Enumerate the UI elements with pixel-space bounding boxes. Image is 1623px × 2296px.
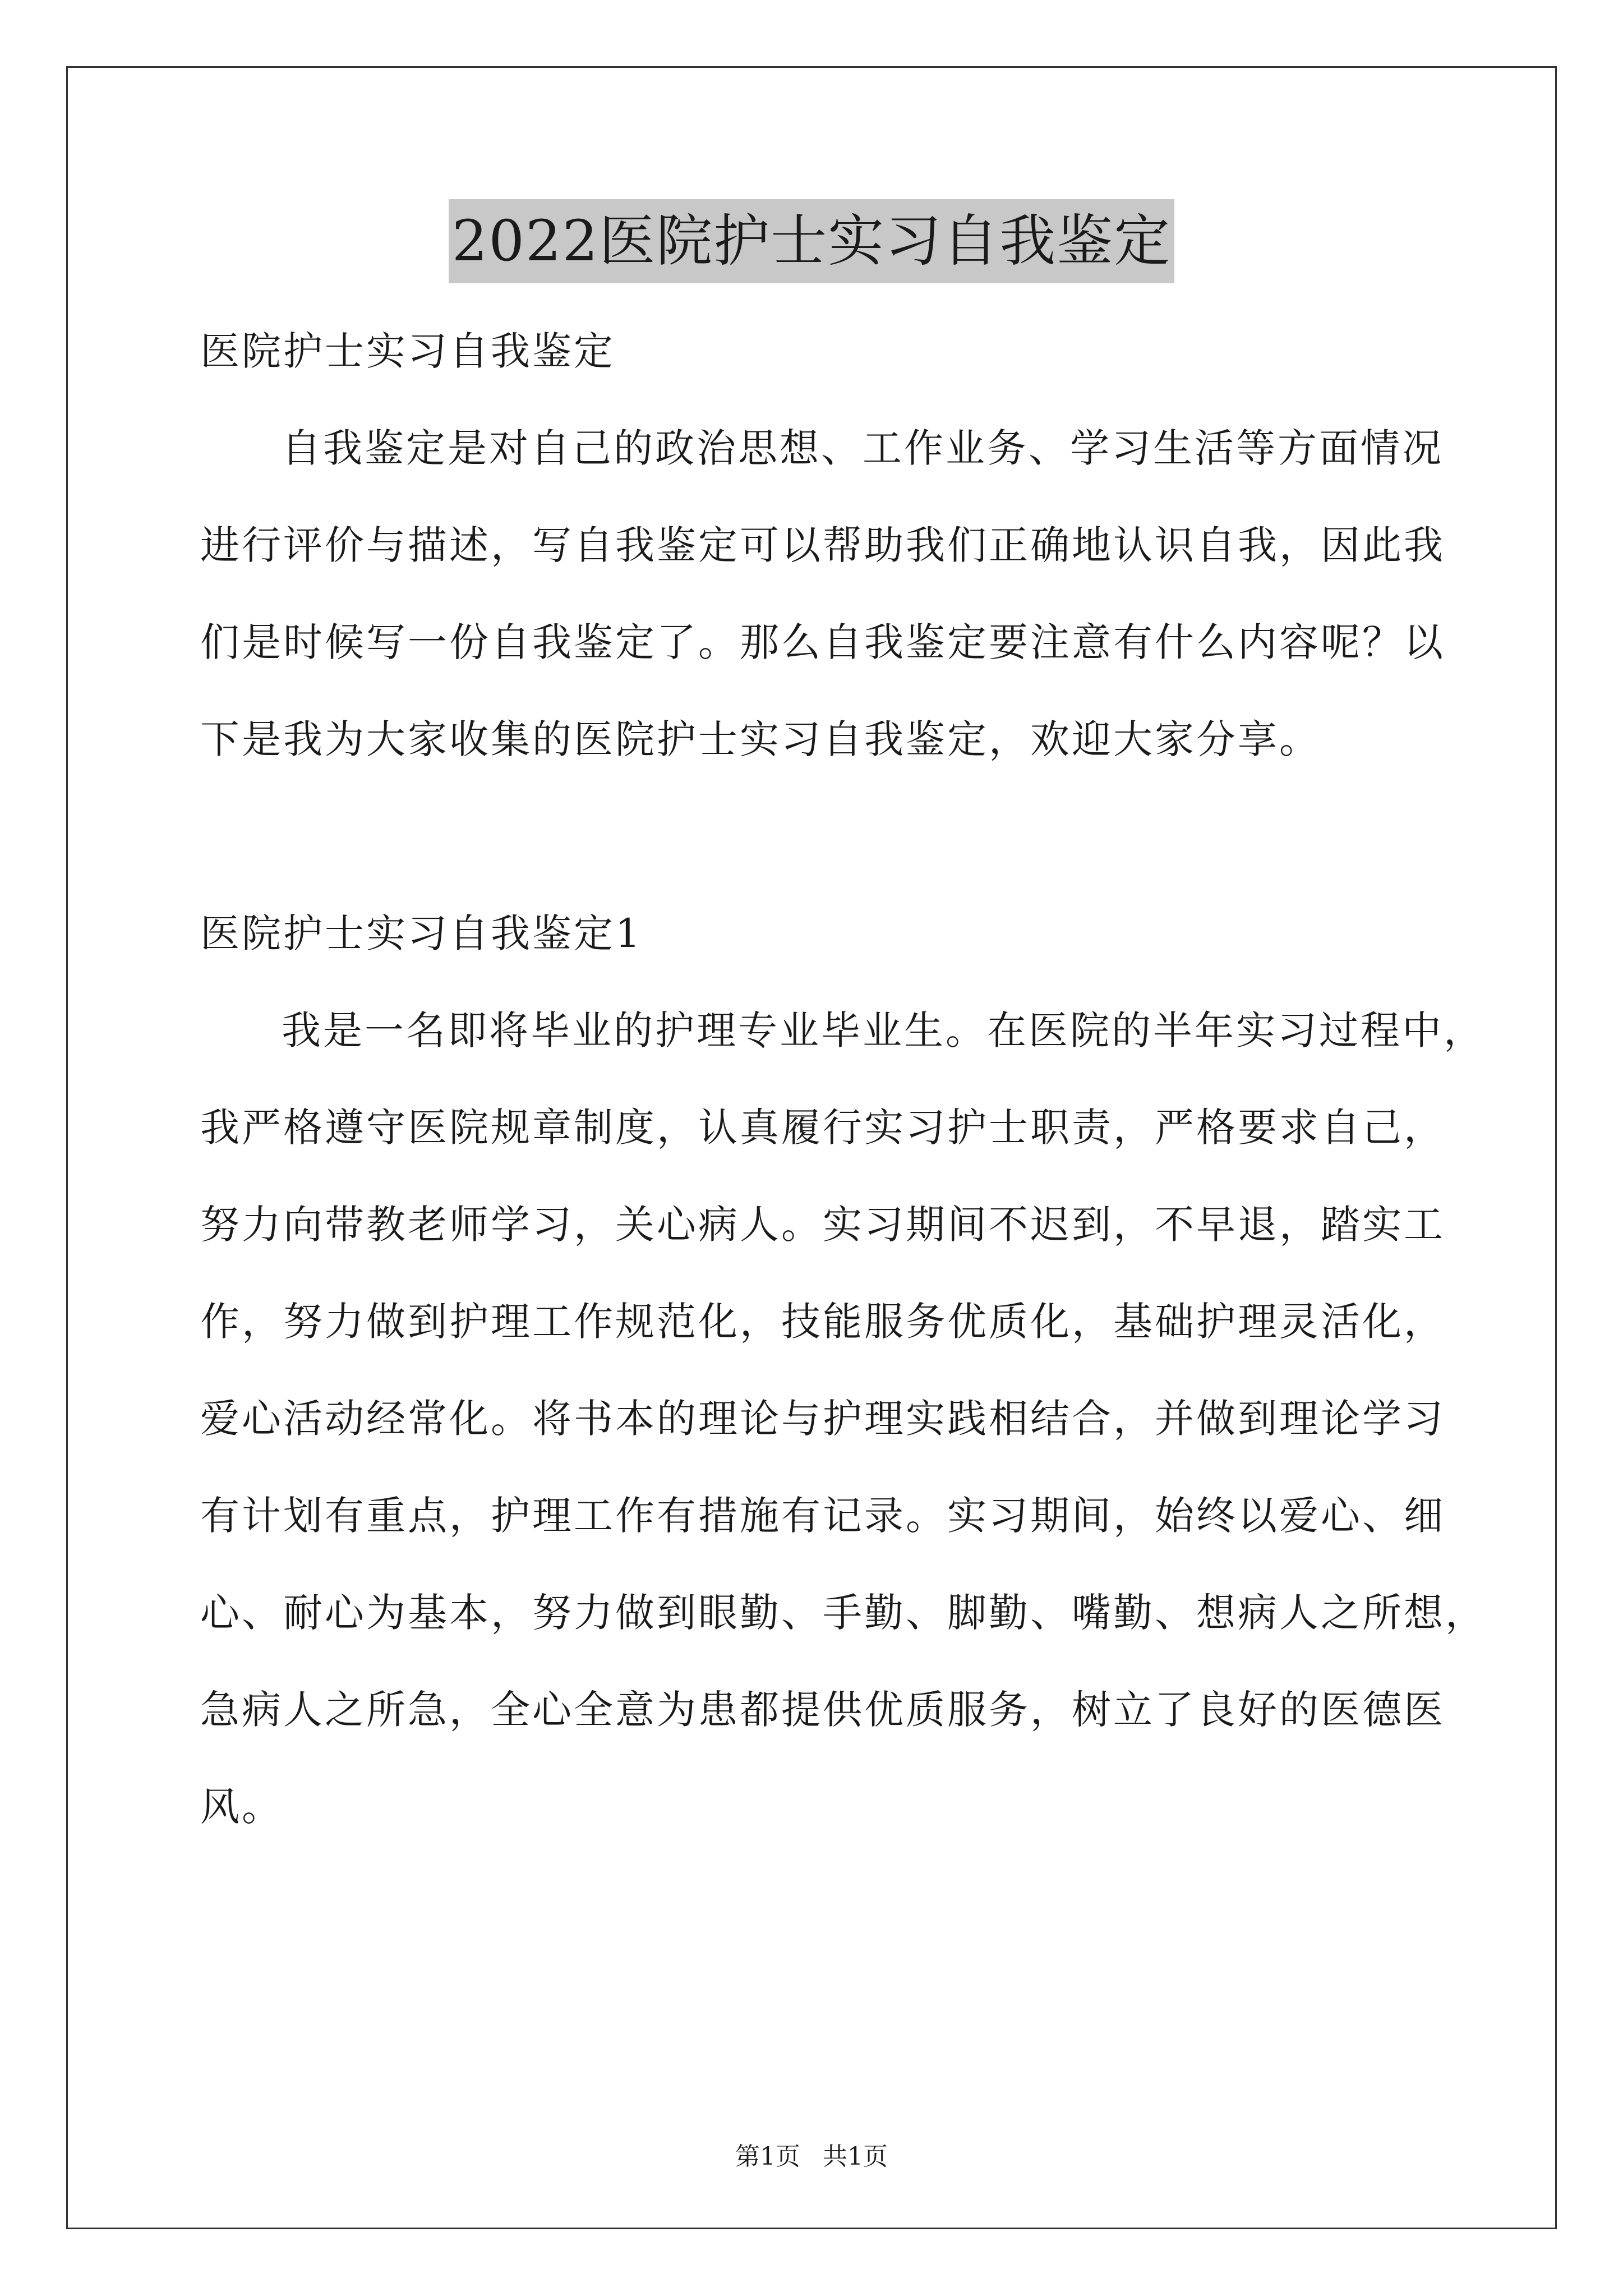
paragraph-line: 们是时候写一份自我鉴定了。那么自我鉴定要注意有什么内容呢？以 (200, 619, 1445, 665)
paragraph-line: 进行评价与描述，写自我鉴定可以帮助我们正确地认识自我，因此我 (200, 522, 1445, 568)
page-total: 共1页 (823, 2142, 888, 2171)
paragraph-line: 努力向带教老师学习，关心病人。实习期间不迟到，不早退，踏实工 (200, 1202, 1445, 1248)
paragraph-line: 风。 (200, 1784, 283, 1830)
subtitle: 医院护士实习自我鉴定 (200, 328, 615, 374)
section-heading: 医院护士实习自我鉴定1 (200, 910, 643, 956)
paragraph-line: 有计划有重点，护理工作有措施有记录。实习期间，始终以爱心、细 (200, 1493, 1445, 1539)
paragraph-line: 我严格遵守医院规章制度，认真履行实习护士职责，严格要求自己， (200, 1105, 1445, 1151)
document-title: 2022医院护士实习自我鉴定 (449, 199, 1175, 283)
paragraph-line: 爱心活动经常化。将书本的理论与护理实践相结合，并做到理论学习 (200, 1396, 1445, 1442)
section-spacer (200, 788, 1434, 885)
paragraph-line: 自我鉴定是对自己的政治思想、工作业务、学习生活等方面情况 (282, 425, 1444, 471)
paragraph-line: 作，努力做到护理工作规范化，技能服务优质化，基础护理灵活化， (200, 1299, 1445, 1345)
paragraph-line: 我是一名即将毕业的护理专业毕业生。在医院的半年实习过程中， (282, 1007, 1485, 1053)
paragraph-line: 急病人之所急，全心全意为患都提供优质服务，树立了良好的医德医 (200, 1687, 1445, 1733)
page-footer (0, 2140, 1623, 2174)
title-area (0, 199, 1623, 283)
paragraph-line: 心、耐心为基本，努力做到眼勤、手勤、脚勤、嘴勤、想病人之所想， (200, 1590, 1487, 1636)
page-number: 第1页 (735, 2142, 800, 2171)
paragraph-line: 下是我为大家收集的医院护士实习自我鉴定，欢迎大家分享。 (200, 716, 1321, 762)
document-body (200, 303, 1487, 1856)
